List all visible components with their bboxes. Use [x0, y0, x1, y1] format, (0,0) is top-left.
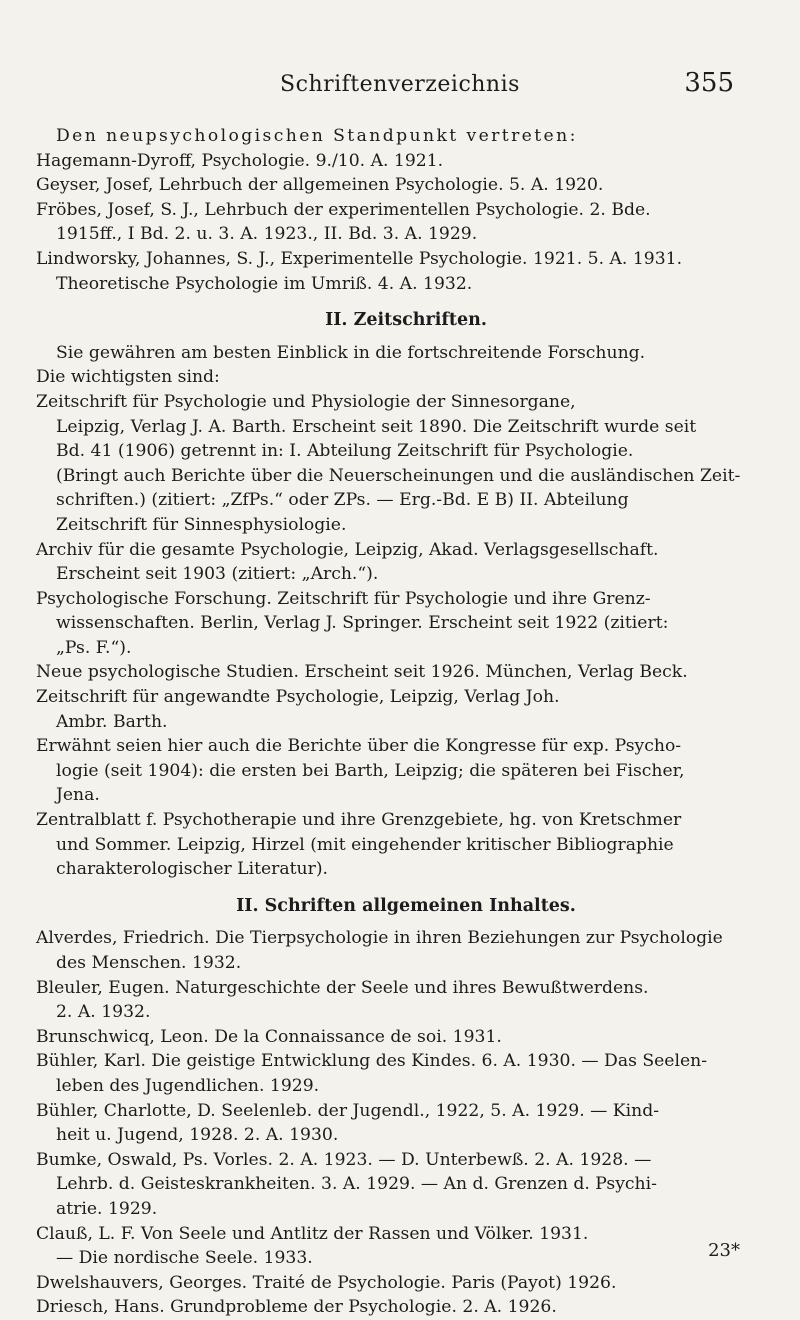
journal-line: Archiv für die gesamte Psychologie, Leipzig, Akad. Verlagsgesellschaft.	[36, 539, 659, 560]
journal-line: Erscheint seit 1903 (zitiert: „Arch.“).	[56, 564, 379, 585]
journals-intro-1: Sie gewähren am besten Einblick in die fortschreitende Forschung.	[56, 342, 646, 363]
journal-line: Neue psychologische Studien. Erscheint seit 1926. München, Verlag Beck.	[36, 662, 688, 683]
journal-entry-zentralblatt	[36, 808, 776, 882]
bib-entry-lindworsky: Lindworsky, Johannes, S. J., Experimentelle Psychologie. 1921. 5. A. 1931.	[36, 248, 683, 269]
journal-line: Zeitschrift für angewandte Psychologie, Leipzig, Verlag Joh.	[36, 687, 560, 708]
journal-entry-archiv	[36, 538, 776, 587]
bib-entry-geyser: Geyser, Josef, Lehrbuch der allgemeinen Psychologie. 5. A. 1920.	[36, 175, 604, 196]
bib-line: des Menschen. 1932.	[56, 953, 242, 973]
page-number: 355	[684, 68, 734, 98]
bib-line: Bleuler, Eugen. Naturgeschichte der Seele und ihres Bewußtwerdens.	[36, 977, 649, 998]
journal-line: Bd. 41 (1906) getrennt in: I. Abteilung Zeitschrift für Psychologie.	[56, 441, 634, 462]
journal-line: (Bringt auch Berichte über die Neuerscheinungen und die ausländischen Zeit-	[56, 465, 741, 486]
journal-line: Zentralblatt f. Psychotherapie und ihre Grenzgebiete, hg. von Kretschmer	[36, 810, 682, 831]
journal-entry-zfps	[36, 390, 776, 538]
journal-line: logie (seit 1904): die ersten bei Barth, Leipzig; die späteren bei Fischer,	[56, 760, 685, 781]
bib-line: atrie. 1929.	[56, 1198, 158, 1219]
section-heading-general: II. Schriften allgemeinen Inhaltes.	[236, 895, 576, 916]
general-list	[36, 926, 776, 1320]
journal-line: schriften.) (zitiert: „ZfPs.“ oder ZPs. — Erg.-Bd. E B) II. Abteilung	[56, 490, 629, 511]
bib-line: — Die nordische Seele. 1933.	[56, 1248, 313, 1269]
journal-line: Erwähnt seien hier auch die Berichte über die Kongresse für exp. Psycho-	[36, 736, 682, 757]
bib-line: Bumke, Oswald, Ps. Vorles. 2. A. 1923. — D. Unterbewß. 2. A. 1928. —	[36, 1149, 652, 1170]
journal-entry-neue-studien	[36, 660, 776, 685]
journals-intro-2: Die wichtigsten sind:	[36, 367, 220, 388]
journal-line: Jena.	[56, 785, 100, 806]
bib-line: heit u. Jugend, 1928. 2. A. 1930.	[56, 1125, 339, 1146]
running-title: Schriftenverzeichnis	[280, 72, 520, 97]
intro-line: Den neupsychologischen Standpunkt vertreten:	[56, 126, 578, 146]
bib-entry-driesch	[36, 1295, 776, 1320]
bib-entry-clauss	[36, 1222, 776, 1271]
page-body	[36, 124, 776, 1320]
journal-line: wissenschaften. Berlin, Verlag J. Springer. Erscheint seit 1922 (zitiert:	[56, 613, 669, 634]
bib-entry-buehler-charlotte	[36, 1099, 776, 1148]
bib-line: Lehrb. d. Geisteskrankheiten. 3. A. 1929. — An d. Grenzen d. Psychi-	[56, 1174, 657, 1195]
signature-mark: 23*	[708, 1240, 740, 1261]
bib-entry-buehler-karl	[36, 1049, 776, 1098]
bib-line: Dwelshauvers, Georges. Traité de Psychologie. Paris (Payot) 1926.	[36, 1272, 617, 1293]
journal-entry-psf	[36, 587, 776, 661]
bib-line: Alverdes, Friedrich. Die Tierpsychologie in ihren Beziehungen zur Psychologie	[36, 928, 723, 949]
journal-line: Psychologische Forschung. Zeitschrift für Psychologie und ihre Grenz-	[36, 588, 651, 609]
journal-line: „Ps. F.“).	[56, 637, 132, 658]
page-header	[66, 68, 734, 106]
bib-line: Driesch, Hans. Grundprobleme der Psychologie. 2. A. 1926.	[36, 1297, 557, 1318]
bib-line: 2. A. 1932.	[56, 1002, 151, 1023]
journal-line: charakterologischer Literatur).	[56, 859, 328, 880]
bib-entry-dwelshauvers	[36, 1271, 776, 1296]
journal-line: Ambr. Barth.	[56, 711, 168, 732]
journal-list	[36, 390, 776, 882]
bib-line: Brunschwicq, Leon. De la Connaissance de soi. 1931.	[36, 1026, 502, 1047]
journal-line: Leipzig, Verlag J. A. Barth. Erscheint seit 1890. Die Zeitschrift wurde seit	[56, 416, 697, 437]
journal-entry-kongresse	[36, 734, 776, 808]
bib-entry-bumke	[36, 1148, 776, 1222]
bib-line: Clauß, L. F. Von Seele und Antlitz der Rassen und Völker. 1931.	[36, 1223, 589, 1244]
bib-entry-froebes: Fröbes, Josef, S. J., Lehrbuch der experimentellen Psychologie. 2. Bde.	[36, 199, 651, 220]
bib-entry-hagemann: Hagemann-Dyroff, Psychologie. 9./10. A. 1921.	[36, 150, 444, 171]
bib-line: Bühler, Charlotte, D. Seelenleb. der Jugendl., 1922, 5. A. 1929. — Kind-	[36, 1100, 660, 1121]
bib-entry-alverdes	[36, 926, 776, 975]
bib-entry-brunschwicq	[36, 1025, 776, 1050]
section-heading-journals: II. Zeitschriften.	[325, 310, 487, 331]
journal-line: Zeitschrift für Psychologie und Physiologie der Sinnesorgane,	[36, 391, 576, 412]
bib-line: leben des Jugendlichen. 1929.	[56, 1075, 320, 1096]
bib-entry-lindworsky-cont: Theoretische Psychologie im Umriß. 4. A. 1932.	[56, 273, 473, 294]
journal-line: Zeitschrift für Sinnesphysiologie.	[56, 514, 347, 535]
journal-line: und Sommer. Leipzig, Hirzel (mit eingehender kritischer Bibliographie	[56, 834, 674, 855]
journal-entry-angewandte	[36, 685, 776, 734]
bib-entry-froebes-cont: 1915ff., I Bd. 2. u. 3. A. 1923., II. Bd. 3. A. 1929.	[56, 224, 478, 245]
bib-line: Bühler, Karl. Die geistige Entwicklung des Kindes. 6. A. 1930. — Das Seelen-	[36, 1051, 708, 1072]
standpoint-list	[36, 149, 776, 297]
bib-entry-bleuler	[36, 976, 776, 1025]
